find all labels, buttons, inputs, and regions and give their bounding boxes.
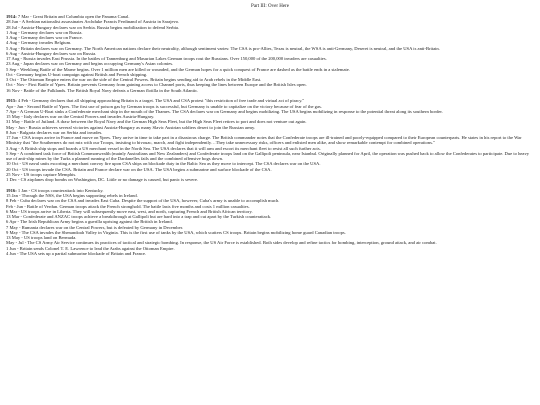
entry-text: 31 May - Battle of Jutland. A draw between the Royal Navy and the German High Seas Fleet, but the High Seas Fleet retires to port and does not venture out again. — [6, 119, 307, 125]
entry-text: 5 Aug - Britain declares war on Germany. The North American nations declare their neutrality, although sentiment varies: The CSA is pro-Allies, Texas is neutral, the WSA is anti-Germany, Deseret is neutral, and the USA is anti-Britain. — [6, 45, 440, 51]
entry-text: 7 Apr - A German U-Boat sinks a Confederate merchant ship in the mouth of the Thames. The CSA declares war on Germany and begins mobilizing. The USA begins mobilizing in response to the potential threat along its southern border. — [6, 108, 443, 114]
entry-text: 1 Jun - Britain sends Colonel T. E. Lawrence to lead the Arabs against the Ottoman Empire. — [6, 245, 175, 251]
entry-text: 28 Jul - Austria-Hungary declares war on Serbia. Russia begins mobilization to defend Serbia. — [6, 24, 180, 30]
entry-text: 4 Aug - Germany invades Belgium. — [6, 40, 72, 46]
year-label: 1914: — [6, 14, 17, 19]
entry-text: 15 May - Italy declares war on the Central Powers and invades Austria-Hungary. — [6, 114, 155, 119]
entry-text: 1 Dec - CS airplanes drop bombs on Washington, DC. Little or no damage is caused, but panic is severe. — [6, 177, 199, 182]
entry-text: 10 Oct - US naval units escorting a merchant convoy fire upon CSA ships on blockade duty in the Baltic Sea as they move to intercept. The CSA declares war on the USA. — [6, 161, 321, 167]
timeline-entry — [6, 177, 534, 182]
year-label: 1916: — [6, 187, 17, 193]
entry-text: Oct - Nov - First Battle of Ypres. Britain prevents Germany from gaining access to Channel ports, thus keeping the lines between Europe and the British Isles open. — [6, 82, 307, 88]
entry-text: 1 Aug - Germany declares war on Russia. — [6, 29, 83, 35]
entry-text: 20 Oct - US troops invade the CSA. Britain and France declare war on the USA. The USA begins a submarine and surface blockade of the CSA. — [6, 166, 272, 172]
entry-text: 4 Feb - Germany declares that all shipping approaching Britain is a target. The USA and CSA protest "this restriction of free trade and virtual act of piracy." — [17, 98, 305, 104]
timeline-entry — [6, 251, 534, 256]
entry-text: 16 Nov - Battle of the Falklands. The British Royal Navy defeats a German flotilla in the South Atlantic. — [6, 87, 199, 93]
entry-text: 3 Aug - Germany declares war on France. — [6, 35, 83, 40]
timeline-entry — [6, 88, 534, 93]
entry-text: 8 Jun - Bulgaria declares war on Serbia and invades. — [6, 129, 103, 135]
entry-text: 6 Apr - The Irish Republican Army begins a guerilla uprising against the British in Ireland. — [6, 219, 173, 225]
entry-text: 8 Feb - Cuba declares war on the CSA and invades East Cuba. Despite the support of the USA, however, Cuba's army is unable to accomplish much. — [6, 198, 280, 204]
timeline-entry — [6, 151, 534, 162]
entry-text: 3 Aug - A British ship stops and boards a US merchant vessel in the North Sea. The USA declares that it will arm and escort its merchant fleet to resist all such further acts. — [6, 145, 321, 151]
entry-text: Oct - Germany begins U-boat campaign against British and French shipping. — [6, 71, 148, 77]
timeline-entry — [6, 135, 534, 146]
year-label: 1915: — [6, 98, 17, 104]
year-section — [6, 98, 534, 182]
entry-text: Feb - Jun - Battle of Verdun. German troops attack the French stronghold. The battle lasts five months and costs 1 million casualties. — [6, 203, 250, 209]
entry-text: 13 May - US troops land on Bermuda. — [6, 235, 77, 240]
entry-text: 13 Mar - Confederate and ANZAC troops achieve a breakthrough at Gallipoli but are hard into a trap and cut apart by the Turkish counterattack. — [6, 214, 272, 219]
entry-text: 15 Jan - Through the NSS, the USA begins supporting rebels in Ireland. — [6, 193, 138, 198]
entry-text: 9 May - The CSA invades the Shenandoah Valley in Virginia. This is the first use of tanks by the USA, which scatters CS troops. Britain begins mobilizing home guard Canadian troops. — [6, 229, 346, 235]
entry-text: 17 Aug - Russia invades East Prussia. In the battles of Tannenburg and Masurian Lakes German troops rout the Russians. Over 150,000 of the 200,000 invaders are casualties. — [6, 56, 327, 61]
entry-text: 4 Jun - The USA sets up a partial submarine blockade of Britain and France. — [6, 250, 147, 256]
page-title: Part III: Over Here — [251, 4, 289, 9]
year-section — [6, 14, 534, 93]
entry-text: May - Jul - The CS Army Air Service continues its practices of tactical and strategic bombing. In response, the US Air Force is established. Both sides develop and refine tactics for bombing, interception, ground attack, and air combat. — [6, 240, 437, 246]
entry-text: 25 Nov - US troops capture Memphis. — [6, 171, 77, 177]
entry-text: 7 Mar - Great Britain and Columbia open the Panama Canal. — [17, 14, 130, 19]
entry-text: 17 Jun - CSA troops arrive in France and move on Ypres. They arrive in time to take part in a disastrous charge. The British commander notes that the Confederate troops are ill-trained and poorly-equipped compared to their European counterparts. He states in his report to the War Ministry that "the Southerners do not mix with our Troops, insisting to bivouac, march, and fight independently…They take unnecessary risks, officers and enlisted men alike, and show remarkable contempt for combined operations." — [6, 135, 522, 146]
entry-text: May - Jun - Russia achieves several victories against Austria-Hungary as many Slavic Austrian soldiers desert to join the Russian army. — [6, 124, 256, 130]
entry-text: 7 May - Rumania declares war on the Central Powers, but is defeated by Germany in December. — [6, 224, 184, 230]
entry-text: 5 Sep - Weeklong Battle of the Marne begins. Over 1 million men are killed or wounded, and the German hopes for a quick conquest of France are dashed as the battle ends in a stalemate. — [6, 66, 350, 72]
entry-text: 23 Aug - Japan declares war on Germany and begins occupying Germany's Asian colonies. — [6, 61, 174, 67]
entry-text: 6 Aug - Austria-Hungary declares war on Russia. — [6, 50, 97, 56]
entry-text: 5 Sep - A combined task force of British Commonwealth (mainly Australians and New Zealanders) and Confederate troops land on the Gallipoli peninsula, near Istanbul. Originally planned for April, the operation was pushed back to allow the Confederates to participate. Due to heavy use of anti-ship mines by the Turks a planned running of the Dardanelles fails and the combined offensive bogs down. — [6, 150, 530, 161]
year-section — [6, 188, 534, 256]
entry-text: 3 Oct - The Ottoman Empire enters the war on the side of the Central Powers. Britain begins sending aid to Arab rebels in the Middle East. — [6, 77, 262, 82]
entry-text: 28 Jun - A Serbian nationalist assassinates Archduke Francis Ferdinand of Austria in Sarajevo. — [6, 19, 180, 25]
timeline — [6, 14, 534, 256]
entry-text: 6 Mar - US troops arrive in Liberia. They will subsequently move east, west, and north, capturing French and British African territory. — [6, 208, 253, 214]
entry-text: 1 Jan - CS troops counterattack into Kentucky. — [17, 187, 104, 193]
entry-text: Apr - Jun - Second Battle of Ypres. The first use of poison gas by German troops is successful, but Germany is unable to capitalize on the victory because of fear of the gas. — [6, 103, 322, 109]
